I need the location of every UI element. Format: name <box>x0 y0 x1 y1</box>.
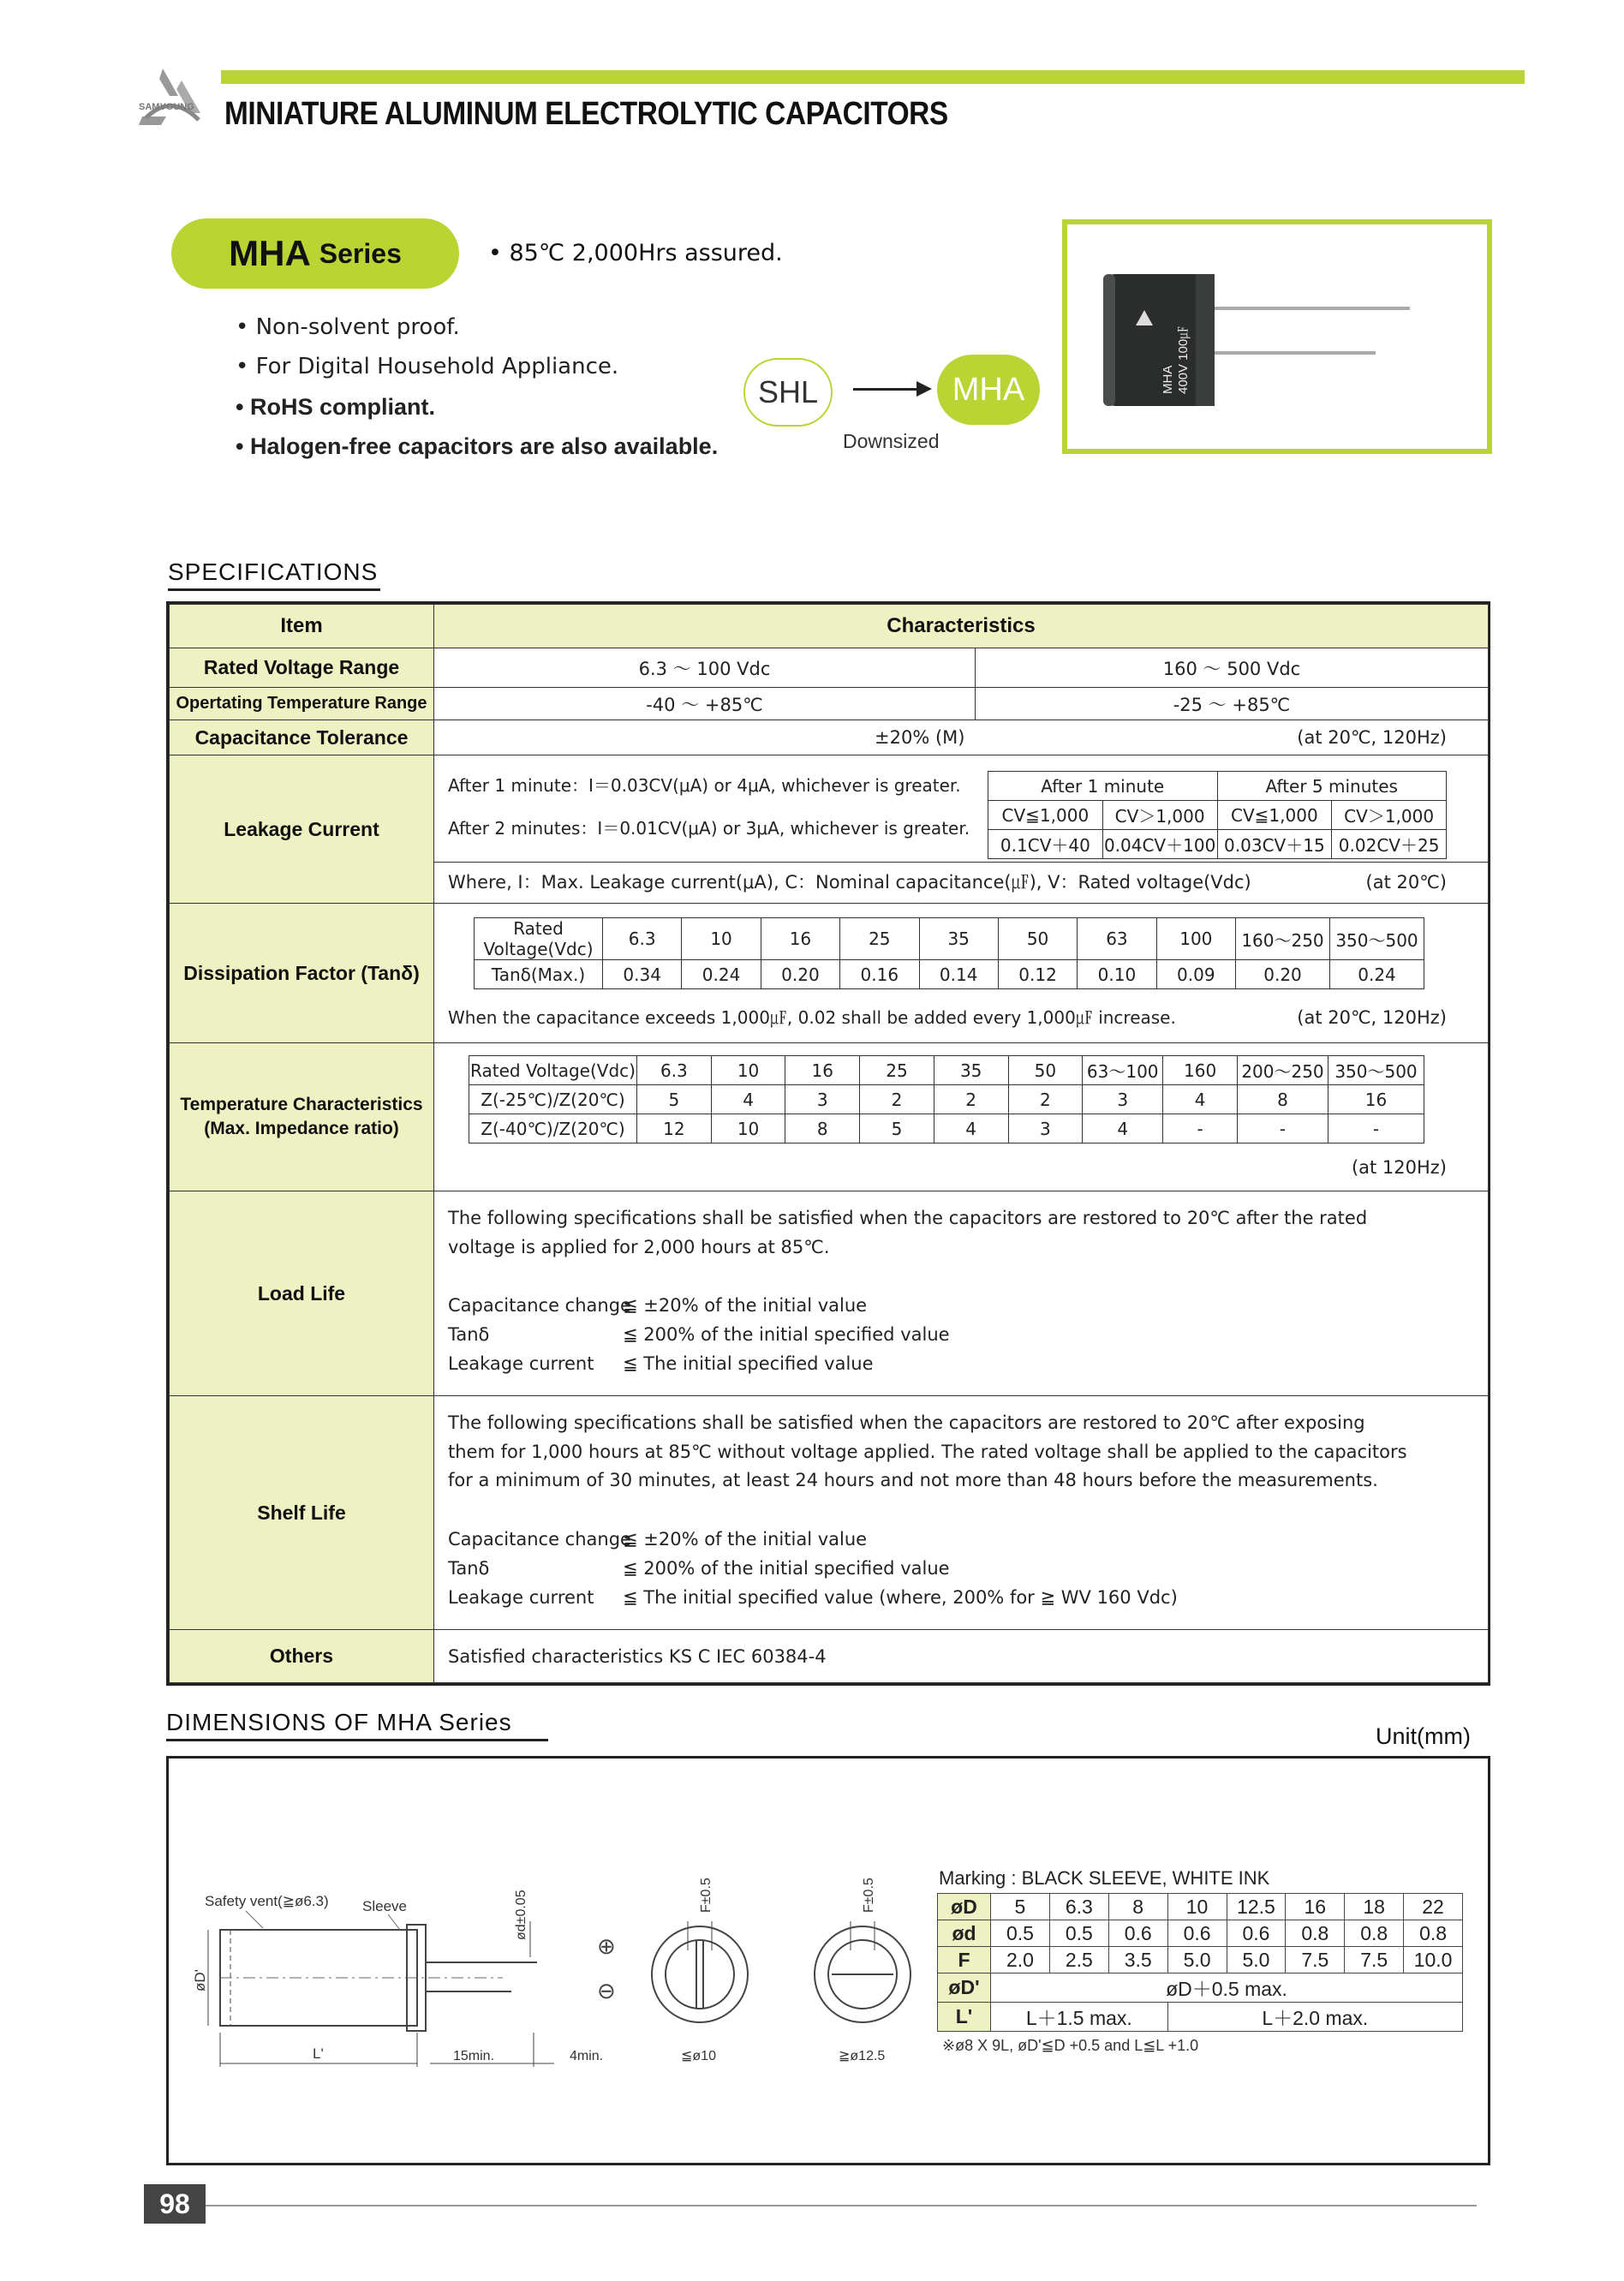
table-cell: 350～500 <box>1330 918 1424 960</box>
table-cell: 0.24 <box>682 960 761 989</box>
row-label-sub: (Max. Impedance ratio) <box>204 1119 399 1138</box>
table-cell: 25 <box>860 1056 934 1085</box>
table-row <box>170 755 1489 904</box>
load-life-intro-2: voltage is applied for 2,000 hours at 85℃. <box>448 1237 830 1257</box>
svg-text:400V 100㎌: 400V 100㎌ <box>1176 325 1191 394</box>
table-cell: 0.03CV＋15 <box>1217 830 1332 859</box>
section-heading-dimensions: DIMENSIONS OF MHA Series <box>166 1709 512 1735</box>
footer-divider <box>206 2205 1477 2206</box>
table-cell: 5 <box>860 1114 934 1143</box>
temp-z40-row <box>469 1114 1424 1143</box>
table-cell: 0.5 <box>991 1920 1050 1947</box>
predecessor-series-badge: SHL <box>743 358 833 427</box>
svg-text:ød±0.05: ød±0.05 <box>514 1890 528 1940</box>
table-cell: øD＋0.5 max. <box>991 1973 1463 2003</box>
table-row <box>938 2003 1463 2032</box>
svg-text:øD': øD' <box>192 1969 208 1991</box>
cell-value: Satisfied characteristics KS C IEC 60384-4 <box>434 1630 1489 1683</box>
series-badge <box>171 218 459 289</box>
row-label: Dissipation Factor (Tanδ) <box>170 904 434 1043</box>
table-cell: 0.10 <box>1078 960 1156 989</box>
table-row <box>170 1630 1489 1683</box>
table-cell: Rated Voltage(Vdc) <box>469 1056 637 1085</box>
shelf-life-intro-1: The following specifications shall be satisfied when the capacitors are restored to 20℃ after exposing <box>448 1412 1365 1433</box>
table-cell: 35 <box>934 1056 1008 1085</box>
table-cell: Rated Voltage(Vdc) <box>475 918 603 960</box>
divider <box>166 1739 548 1741</box>
table-cell: 4 <box>711 1085 785 1114</box>
unit-label: Unit(mm) <box>1376 1723 1471 1749</box>
series-headline: • 85℃ 2,000Hrs assured. <box>488 240 783 266</box>
table-cell: 8 <box>1108 1894 1167 1920</box>
table-cell: 2 <box>934 1085 1008 1114</box>
table-cell: L＋2.0 max. <box>1167 2003 1462 2032</box>
svg-text:MHA: MHA <box>1161 365 1175 394</box>
table-row <box>938 1973 1463 2003</box>
test-condition: (at 120Hz) <box>1351 1157 1447 1178</box>
table-row <box>170 688 1489 720</box>
table-cell: 2.5 <box>1049 1947 1108 1973</box>
document-title: MINIATURE ALUMINUM ELECTROLYTIC CAPACITORS <box>224 96 948 132</box>
table-cell: CV＞1,000 <box>1332 801 1447 830</box>
feature-item: • Halogen-free capacitors are also available. <box>236 433 719 459</box>
table-cell: øD <box>938 1894 991 1920</box>
svg-text:15min.: 15min. <box>453 2049 495 2063</box>
table-cell: 3 <box>1008 1114 1083 1143</box>
table-cell: 35 <box>919 918 998 960</box>
table-cell: - <box>1238 1114 1328 1143</box>
table-row <box>170 904 1489 1043</box>
svg-text:⊖: ⊖ <box>597 1978 616 2003</box>
table-cell: 0.8 <box>1286 1920 1345 1947</box>
section-heading-specifications: SPECIFICATIONS <box>168 558 379 585</box>
svg-text:⊕: ⊕ <box>597 1933 616 1959</box>
table-cell: 0.1CV＋40 <box>988 830 1103 859</box>
feature-item: • Non-solvent proof. <box>236 314 460 340</box>
table-cell: 10.0 <box>1404 1947 1463 1973</box>
table-cell: 2 <box>860 1085 934 1114</box>
table-cell: 50 <box>1008 1056 1083 1085</box>
dissipation-tan-row <box>475 960 1424 989</box>
header-accent-bar <box>221 70 1525 84</box>
table-cell: 0.6 <box>1227 1920 1286 1947</box>
table-cell: 0.6 <box>1108 1920 1167 1947</box>
svg-text:F±0.5: F±0.5 <box>699 1878 713 1913</box>
table-cell: 0.8 <box>1404 1920 1463 1947</box>
svg-text:Sleeve: Sleeve <box>362 1898 407 1914</box>
table-cell: 18 <box>1345 1894 1404 1920</box>
table-cell: 0.8 <box>1345 1920 1404 1947</box>
table-cell: 8 <box>1238 1085 1328 1114</box>
table-cell: CV≦1,000 <box>1217 801 1332 830</box>
table-cell: F <box>938 1947 991 1973</box>
table-cell: 350～500 <box>1328 1056 1424 1085</box>
table-cell: Z(-25℃)/Z(20℃) <box>469 1085 637 1114</box>
table-row <box>170 1396 1489 1630</box>
product-photo-frame <box>1062 219 1492 454</box>
criteria-name: Tanδ <box>448 1324 490 1345</box>
criteria-name: Leakage current <box>448 1587 594 1608</box>
table-cell: 5.0 <box>1167 1947 1227 1973</box>
table-cell: CV≦1,000 <box>988 801 1103 830</box>
table-cell: 12.5 <box>1227 1894 1286 1920</box>
row-label: Opertating Temperature Range <box>170 688 434 720</box>
table-cell: 0.09 <box>1156 960 1235 989</box>
table-row <box>170 648 1489 688</box>
table-cell: 5 <box>637 1085 712 1114</box>
row-label: Leakage Current <box>170 755 434 904</box>
temp-z25-row <box>469 1085 1424 1114</box>
table-cell: 0.6 <box>1167 1920 1227 1947</box>
table-cell: 5.0 <box>1227 1947 1286 1973</box>
table-cell: Z(-40℃)/Z(20℃) <box>469 1114 637 1143</box>
svg-text:≦ø10: ≦ø10 <box>681 2049 716 2063</box>
temperature-table <box>469 1055 1424 1143</box>
table-cell: 22 <box>1404 1894 1463 1920</box>
table-cell: 16 <box>1286 1894 1345 1920</box>
feature-item: • For Digital Household Appliance. <box>236 354 619 379</box>
table-cell: 10 <box>682 918 761 960</box>
table-cell: 10 <box>711 1114 785 1143</box>
row-label: Temperature Characteristics <box>180 1095 423 1114</box>
table-cell: 4 <box>934 1114 1008 1143</box>
table-cell: 0.20 <box>761 960 839 989</box>
cell-value: -25 ～ +85℃ <box>976 688 1489 720</box>
dimensions-table <box>937 1893 1463 2032</box>
cell-value: 160 ～ 500 Vdc <box>976 648 1489 688</box>
svg-text:≧ø12.5: ≧ø12.5 <box>839 2049 886 2063</box>
table-cell: 7.5 <box>1286 1947 1345 1973</box>
table-row <box>170 1191 1489 1396</box>
test-condition: (at 20℃, 120Hz) <box>1297 1007 1447 1028</box>
test-condition: (at 20℃) <box>1365 872 1447 893</box>
flow-caption: Downsized <box>843 430 940 452</box>
series-suffix: Series <box>319 237 402 269</box>
table-cell: 10 <box>1167 1894 1227 1920</box>
svg-text:SAMYOUNG: SAMYOUNG <box>139 102 194 112</box>
feature-item: • RoHS compliant. <box>236 394 435 420</box>
table-cell: 0.02CV＋25 <box>1332 830 1447 859</box>
leakage-line-1: After 1 minute：I＝0.03CV(μA) or 4μA, whichever is greater. <box>448 775 961 796</box>
table-cell: 160 <box>1163 1056 1238 1085</box>
table-cell: 0.04CV＋100 <box>1102 830 1217 859</box>
svg-text:L': L' <box>313 2045 324 2062</box>
dim-row-d <box>938 1920 1463 1947</box>
samyoung-logo <box>137 67 207 134</box>
table-cell: 16 <box>785 1056 860 1085</box>
table-cell: L＋1.5 max. <box>991 2003 1168 2032</box>
table-cell: 6.3 <box>1049 1894 1108 1920</box>
table-cell: 3.5 <box>1108 1947 1167 1973</box>
criteria-name: Leakage current <box>448 1353 594 1374</box>
table-cell: L' <box>938 2003 991 2032</box>
cell-value: 6.3 ～ 100 Vdc <box>434 648 976 688</box>
temp-voltage-row <box>469 1056 1424 1085</box>
capacitor-image <box>1067 224 1487 449</box>
svg-text:F±0.5: F±0.5 <box>862 1878 876 1913</box>
criteria-value: ≦ 200% of the initial specified value <box>623 1324 950 1345</box>
table-cell: 8 <box>785 1114 860 1143</box>
marking-note: Marking : BLACK SLEEVE, WHITE INK <box>939 1867 1270 1889</box>
table-cell: 25 <box>840 918 919 960</box>
row-label: Load Life <box>170 1191 434 1396</box>
table-cell: 6.3 <box>637 1056 712 1085</box>
criteria-value: ≦ ±20% of the initial value <box>623 1529 868 1550</box>
table-row <box>170 1043 1489 1191</box>
criteria-name: Capacitance change <box>448 1295 631 1316</box>
dim-row-D <box>938 1894 1463 1920</box>
table-cell: CV＞1,000 <box>1102 801 1217 830</box>
shelf-life-intro-2: them for 1,000 hours at 85℃ without voltage applied. The rated voltage shall be applied to the capacitors <box>448 1442 1407 1462</box>
table-cell: 63 <box>1078 918 1156 960</box>
table-cell: - <box>1328 1114 1424 1143</box>
dissipation-voltage-row <box>475 918 1424 960</box>
column-header-item: Item <box>170 605 434 648</box>
column-header-characteristics: Characteristics <box>434 605 1489 648</box>
shelf-life-intro-3: for a minimum of 30 minutes, at least 24 hours and not more than 48 hours before the measurements. <box>448 1470 1378 1490</box>
cell-value: ±20% (M) <box>875 727 965 748</box>
table-header-row <box>170 605 1489 648</box>
table-cell: - <box>1163 1114 1238 1143</box>
table-cell: 2.0 <box>991 1947 1050 1973</box>
table-cell: 7.5 <box>1345 1947 1404 1973</box>
table-cell: 16 <box>1328 1085 1424 1114</box>
table-cell: 0.24 <box>1330 960 1424 989</box>
table-cell: Tanδ(Max.) <box>475 960 603 989</box>
criteria-value: ≦ ±20% of the initial value <box>623 1295 868 1316</box>
svg-text:Safety vent(≧ø6.3): Safety vent(≧ø6.3) <box>205 1893 329 1909</box>
table-cell: 63～100 <box>1083 1056 1163 1085</box>
table-cell: 0.5 <box>1049 1920 1108 1947</box>
table-cell: 100 <box>1156 918 1235 960</box>
series-name: MHA <box>229 233 311 273</box>
table-cell: ød <box>938 1920 991 1947</box>
table-cell: 16 <box>761 918 839 960</box>
table-cell: 200～250 <box>1238 1056 1328 1085</box>
row-label: Others <box>170 1630 434 1683</box>
divider <box>168 588 380 591</box>
dissipation-table <box>474 917 1424 989</box>
row-label: Rated Voltage Range <box>170 648 434 688</box>
leakage-table <box>988 771 1447 859</box>
leakage-where-note: Where, I：Max. Leakage current(μA), C：Nominal capacitance(㎌), V：Rated voltage(Vdc) <box>448 872 1251 893</box>
table-cell: 0.16 <box>840 960 919 989</box>
table-cell: 0.20 <box>1236 960 1330 989</box>
table-cell: 5 <box>991 1894 1050 1920</box>
table-cell: 4 <box>1083 1114 1163 1143</box>
table-cell: 0.14 <box>919 960 998 989</box>
table-cell: 0.34 <box>603 960 682 989</box>
successor-series-badge: MHA <box>937 355 1040 425</box>
dimensions-footnote: ※ø8 X 9L, øD'≦D +0.5 and L≦L +1.0 <box>942 2037 1199 2054</box>
table-cell: 2 <box>1008 1085 1083 1114</box>
table-cell: After 1 minute <box>988 772 1218 801</box>
page-number: 98 <box>144 2184 206 2224</box>
criteria-value: ≦ 200% of the initial specified value <box>623 1558 950 1579</box>
table-cell: 12 <box>637 1114 712 1143</box>
table-cell: After 5 minutes <box>1217 772 1447 801</box>
table-cell: 6.3 <box>603 918 682 960</box>
dimension-drawing <box>194 1861 1051 2101</box>
criteria-name: Capacitance change <box>448 1529 631 1550</box>
table-cell: 3 <box>785 1085 860 1114</box>
table-cell: 3 <box>1083 1085 1163 1114</box>
criteria-value: ≦ The initial specified value (where, 200% for ≧ WV 160 Vdc) <box>623 1587 1178 1608</box>
table-cell: 10 <box>711 1056 785 1085</box>
specifications-table <box>166 601 1490 1686</box>
row-label: Shelf Life <box>170 1396 434 1630</box>
arrow-right-icon <box>853 388 928 391</box>
dim-row-F <box>938 1947 1463 1973</box>
test-condition: (at 20℃, 120Hz) <box>1297 727 1447 748</box>
dissipation-note: When the capacitance exceeds 1,000㎌, 0.02 shall be added every 1,000㎌ increase. <box>448 1007 1176 1028</box>
table-row <box>170 720 1489 755</box>
criteria-value: ≦ The initial specified value <box>623 1353 874 1374</box>
criteria-name: Tanδ <box>448 1558 490 1579</box>
svg-text:4min.: 4min. <box>570 2049 604 2063</box>
table-cell: 0.12 <box>998 960 1077 989</box>
leakage-line-2: After 2 minutes：I＝0.01CV(μA) or 3μA, whichever is greater. <box>448 818 970 839</box>
load-life-intro-1: The following specifications shall be satisfied when the capacitors are restored to 20℃ after the rated <box>448 1208 1368 1228</box>
table-cell: 4 <box>1163 1085 1238 1114</box>
table-cell: 160～250 <box>1236 918 1330 960</box>
row-label: Capacitance Tolerance <box>170 720 434 755</box>
table-cell: 50 <box>998 918 1077 960</box>
cell-value: -40 ～ +85℃ <box>434 688 976 720</box>
table-cell: øD' <box>938 1973 991 2003</box>
